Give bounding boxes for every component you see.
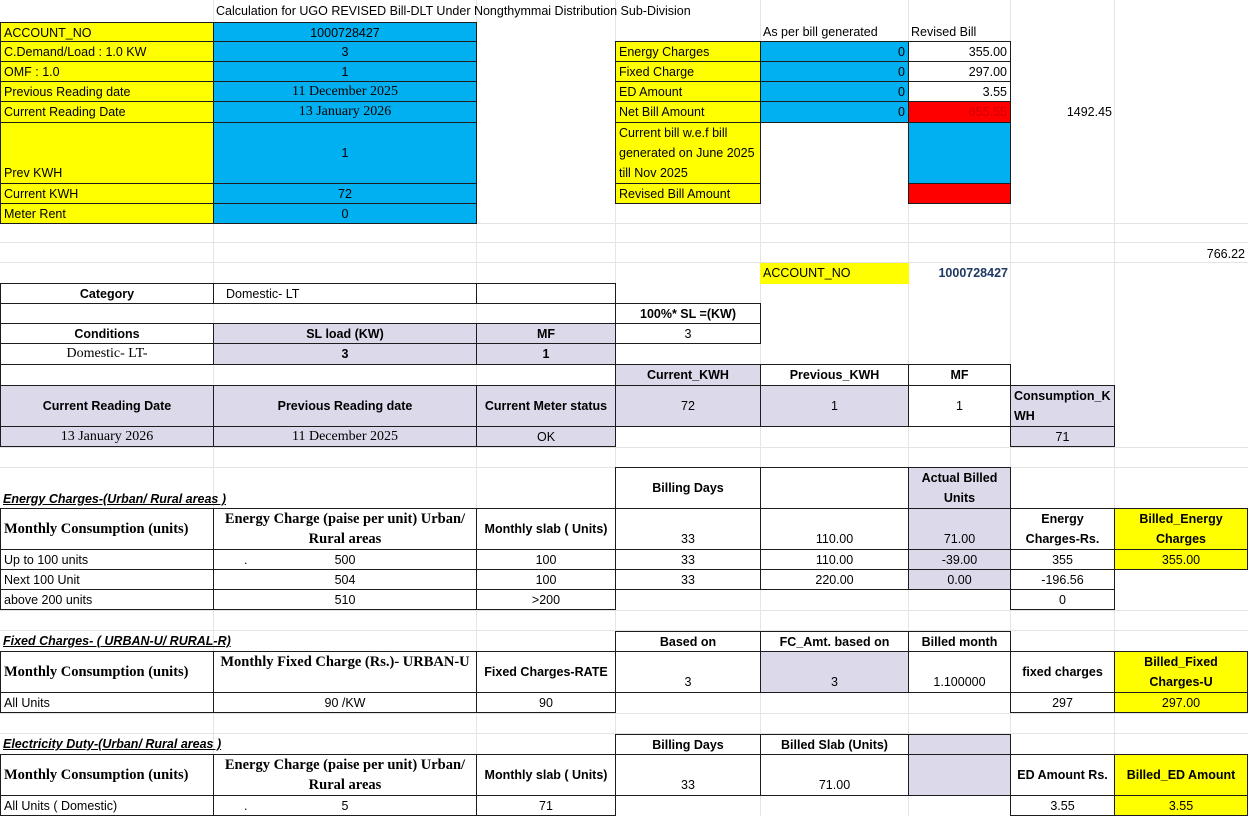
ed-charge-header: Energy Charge (paise per unit) Urban/ Rural areas xyxy=(213,754,477,796)
fixed-heading: Fixed Charges- ( URBAN-U/ RURAL-R) xyxy=(3,634,231,648)
energy-charges-label: Energy Charges xyxy=(615,41,761,62)
fixed-fc-amt-header: FC_Amt. based on xyxy=(760,631,909,652)
consumption-header: Consumption_KWH xyxy=(1010,385,1115,427)
fixed-row-charge[interactable]: 90 /KW xyxy=(213,692,477,713)
fixed-rate-header: Fixed Charges-RATE xyxy=(476,651,616,693)
energy-row-1-actual[interactable]: -39.00 xyxy=(908,549,1011,570)
fixed-based-on-header: Based on xyxy=(615,631,761,652)
conditions-label: Conditions xyxy=(0,323,214,344)
fixed-monthly-consumption-header: Monthly Consumption (units) xyxy=(0,651,214,693)
fixed-billed-month-header: Billed month xyxy=(908,631,1011,652)
energy-row-1-billed[interactable]: 355.00 xyxy=(1114,549,1248,570)
current-bill-label: Current bill w.e.f bill generated on June 2025 till Nov 2025 xyxy=(615,122,761,184)
net-generated-value[interactable]: 0 xyxy=(760,101,909,123)
prev-kwh-value[interactable]: 1 xyxy=(213,122,477,184)
ed-monthly-consumption-header: Monthly Consumption (units) xyxy=(0,754,214,796)
conditions-value[interactable]: Domestic- LT- xyxy=(0,343,214,365)
current-bill-revised-cell[interactable] xyxy=(908,122,1011,184)
meter-previous-kwh[interactable]: 1 xyxy=(760,385,909,427)
billed-fixed-header: Billed_Fixed Charges-U xyxy=(1114,651,1248,693)
net-revised-value[interactable]: 655.55 xyxy=(908,101,1011,123)
account2-value: 1000728427 xyxy=(938,266,1008,280)
meter-prev-date-header: Previous Reading date xyxy=(213,385,477,427)
revised-bill-amount-value[interactable] xyxy=(908,183,1011,204)
revised-bill-amount-label: Revised Bill Amount xyxy=(615,183,761,204)
cdemand-label: C.Demand/Load : 1.0 KW xyxy=(0,41,214,62)
energy-row-1-slab-units[interactable]: 110.00 xyxy=(760,549,909,570)
ed-days-value[interactable]: 33 xyxy=(615,754,761,796)
meter-status-header: Current Meter status xyxy=(476,385,616,427)
prev-date-value[interactable]: 11 December 2025 xyxy=(213,81,477,102)
energy-row-2-actual[interactable]: 0.00 xyxy=(908,569,1011,590)
net-bill-label: Net Bill Amount xyxy=(615,101,761,123)
energy-row-1-slab[interactable]: 100 xyxy=(476,549,616,570)
account2-label: ACCOUNT_NO xyxy=(760,263,909,284)
energy-row-1-rate-text: 500 xyxy=(334,553,356,567)
energy-row-1-days[interactable]: 33 xyxy=(615,549,761,570)
energy-monthly-consumption-header: Monthly Consumption (units) xyxy=(0,508,214,550)
fixed-revised-value[interactable]: 297.00 xyxy=(908,61,1011,82)
energy-header-slab[interactable]: 110.00 xyxy=(760,508,909,550)
fixed-generated-value[interactable]: 0 xyxy=(760,61,909,82)
previous-kwh-header: Previous_KWH xyxy=(760,364,909,386)
meter-rent-value[interactable]: 0 xyxy=(213,203,477,224)
sheet-title: Calculation for UGO REVISED Bill-DLT Under Nongthymmai Distribution Sub-Division xyxy=(216,4,691,18)
energy-row-2-days[interactable]: 33 xyxy=(615,569,761,590)
ed-lavender-cell xyxy=(908,754,1011,796)
billed-fixed-value[interactable]: 297.00 xyxy=(1114,692,1248,713)
sl-label: 100%* SL =(KW) xyxy=(615,303,761,324)
curr-date-label: Current Reading Date xyxy=(0,101,214,123)
ed-billing-days-header: Billing Days xyxy=(615,734,761,755)
fixed-billed-month-value[interactable]: 1.100000 xyxy=(908,651,1011,693)
curr-kwh-label: Current KWH xyxy=(0,183,214,204)
energy-header-actual[interactable]: 71.00 xyxy=(908,508,1011,550)
energy-generated-value[interactable]: 0 xyxy=(760,41,909,62)
energy-row-3-rs[interactable]: 0 xyxy=(1010,589,1115,610)
billed-energy-header: Billed_Energy Charges xyxy=(1114,508,1248,550)
energy-row-1-name: Up to 100 units xyxy=(0,549,214,570)
col-revised-header: Revised Bill xyxy=(911,25,977,39)
current-kwh-header: Current_KWH xyxy=(615,364,761,386)
meter-prev-date-value[interactable]: 11 December 2025 xyxy=(213,426,477,447)
ed-billed-slab-value[interactable]: 71.00 xyxy=(760,754,909,796)
category-value[interactable]: Domestic- LT xyxy=(213,283,477,304)
conditions-mf-label: MF xyxy=(476,323,616,344)
energy-revised-value[interactable]: 355.00 xyxy=(908,41,1011,62)
side-value: 1492.45 xyxy=(1066,105,1112,119)
cdemand-value[interactable]: 3 xyxy=(213,41,477,62)
energy-billing-days-header: Billing Days xyxy=(615,467,761,509)
fixed-row-name: All Units xyxy=(0,692,214,713)
curr-date-value[interactable]: 13 January 2026 xyxy=(213,101,477,123)
prev-date-label: Previous Reading date xyxy=(0,81,214,102)
ed-row-dot: . xyxy=(244,799,248,813)
meter-status-value[interactable]: OK xyxy=(476,426,616,447)
billed-ed-value[interactable]: 3.55 xyxy=(1114,795,1248,816)
prev-kwh-label: Prev KWH xyxy=(0,122,214,184)
meter-mf-header: MF xyxy=(908,364,1011,386)
ed-rs-value[interactable]: 3.55 xyxy=(1010,795,1115,816)
meter-curr-date-header: Current Reading Date xyxy=(0,385,214,427)
energy-actual-billed-header: Actual Billed Units xyxy=(908,467,1011,509)
ed-generated-value[interactable]: 0 xyxy=(760,81,909,102)
energy-slab-header: Monthly slab ( Units) xyxy=(476,508,616,550)
fixed-based-on-value[interactable]: 3 xyxy=(615,651,761,693)
energy-row-2-slab[interactable]: 100 xyxy=(476,569,616,590)
fixed-row-rate[interactable]: 90 xyxy=(476,692,616,713)
ed-header-empty xyxy=(908,734,1011,755)
energy-row-3-rate[interactable]: 510 xyxy=(213,589,477,610)
energy-row-1-dot: . xyxy=(244,553,248,567)
omf-label: OMF : 1.0 xyxy=(0,61,214,82)
meter-current-kwh[interactable]: 72 xyxy=(615,385,761,427)
ed-heading: Electricity Duty-(Urban/ Rural areas ) xyxy=(3,737,222,751)
energy-row-2-rs[interactable]: -196.56 xyxy=(1010,569,1115,590)
ed-revised-value[interactable]: 3.55 xyxy=(908,81,1011,102)
fixed-charge-header: Monthly Fixed Charge (Rs.)- URBAN-U xyxy=(213,651,477,693)
sl-value[interactable]: 3 xyxy=(615,323,761,344)
energy-heading: Energy Charges-(Urban/ Rural areas ) xyxy=(3,492,226,506)
energy-row-3-name: above 200 units xyxy=(0,589,214,610)
energy-row-1-rate[interactable] xyxy=(213,549,477,570)
energy-row-1-rs[interactable]: 355 xyxy=(1010,549,1115,570)
sl-load-value[interactable]: 3 xyxy=(213,343,477,365)
energy-rs-header: Energy Charges-Rs. xyxy=(1010,508,1115,550)
energy-slab-header-empty xyxy=(760,467,909,509)
col-generated-header: As per bill generated xyxy=(763,25,878,39)
ed-billed-slab-header: Billed Slab (Units) xyxy=(760,734,909,755)
fixed-charge-label: Fixed Charge xyxy=(615,61,761,82)
category-label: Category xyxy=(0,283,214,304)
energy-header-days[interactable]: 33 xyxy=(615,508,761,550)
energy-row-2-rate[interactable]: 504 xyxy=(213,569,477,590)
meter-curr-date-value[interactable]: 13 January 2026 xyxy=(0,426,214,447)
account-no-value[interactable]: 1000728427 xyxy=(213,22,477,42)
energy-row-2-name: Next 100 Unit xyxy=(0,569,214,590)
meter-rent-label: Meter Rent xyxy=(0,203,214,224)
energy-row-2-slab-units[interactable]: 220.00 xyxy=(760,569,909,590)
ed-slab-header: Monthly slab ( Units) xyxy=(476,754,616,796)
consumption-value[interactable]: 71 xyxy=(1010,426,1115,447)
spacer-row xyxy=(0,303,616,324)
meter-mf-value[interactable]: 1 xyxy=(908,385,1011,427)
fixed-charges-value[interactable]: 297 xyxy=(1010,692,1115,713)
account-no-label: ACCOUNT_NO xyxy=(0,22,214,42)
ed-amount-label: ED Amount xyxy=(615,81,761,102)
ed-row-name: All Units ( Domestic) xyxy=(0,795,214,816)
energy-row-3-slab[interactable]: >200 xyxy=(476,589,616,610)
sl-load-label: SL load (KW) xyxy=(213,323,477,344)
conditions-mf-value[interactable]: 1 xyxy=(476,343,616,365)
ed-row-rate[interactable] xyxy=(213,795,477,816)
ed-row-rate-text: 5 xyxy=(341,799,349,813)
energy-charge-header: Energy Charge (paise per unit) Urban/ Rural areas xyxy=(213,508,477,550)
ed-rs-header: ED Amount Rs. xyxy=(1010,754,1115,796)
curr-kwh-value[interactable]: 72 xyxy=(213,183,477,204)
omf-value[interactable]: 1 xyxy=(213,61,477,82)
misc-value: 766.22 xyxy=(1206,247,1245,261)
billed-ed-header: Billed_ED Amount xyxy=(1114,754,1248,796)
fixed-charges-header: fixed charges xyxy=(1010,651,1115,693)
category-empty xyxy=(476,283,616,304)
ed-row-slab[interactable]: 71 xyxy=(476,795,616,816)
meter-spacer xyxy=(0,364,616,386)
fixed-fc-amt-value[interactable]: 3 xyxy=(760,651,909,693)
